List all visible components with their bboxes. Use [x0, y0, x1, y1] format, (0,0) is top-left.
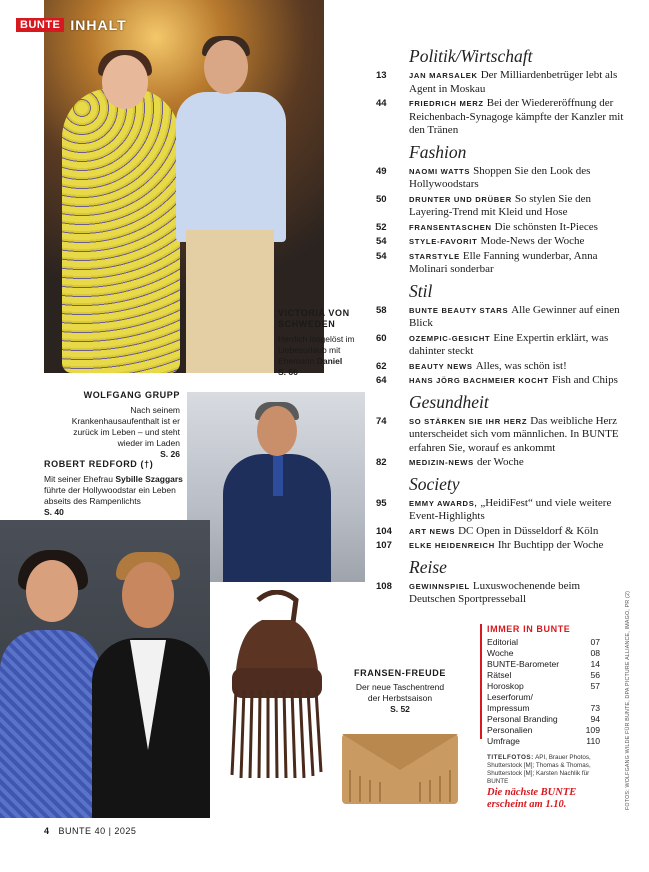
toc-entry-text: der Woche — [476, 456, 524, 468]
page-title: INHALT — [70, 16, 127, 33]
toc-entry-title: GEWINNSPIEL — [409, 581, 470, 591]
toc-entry-title: FRIEDRICH MERZ — [409, 99, 484, 108]
toc-entry[interactable] — [376, 580, 628, 607]
toc-section — [376, 281, 628, 388]
toc-entry-page: 60 — [376, 332, 387, 344]
toc-entry-text: Eine Expertin erklärt, was dahinter steckt — [409, 331, 609, 357]
toc-entry[interactable] — [376, 539, 628, 553]
toc-entry-page: 62 — [376, 360, 387, 372]
immer-in-bunte — [487, 624, 600, 747]
immer-item-label: Horoskop — [487, 681, 524, 691]
toc-section-heading: Society — [409, 473, 460, 494]
immer-item-page: 110 — [586, 736, 600, 746]
immer-item-label: Personalien — [487, 725, 533, 735]
bunte-logo: BUNTE — [16, 18, 64, 32]
toc-entry[interactable] — [376, 497, 628, 524]
titelfotos-credit: TITELFOTOS: API, Brauer Photos, Shutterstock [M]; Thomas & Thomas, Shutterstock [M]; Karsten Nachlik für BUNTE — [487, 754, 591, 785]
toc-entry[interactable] — [376, 374, 628, 388]
toc-entry[interactable] — [376, 360, 628, 374]
immer-item-label: Woche — [487, 648, 514, 658]
toc-entry-page: 64 — [376, 375, 387, 386]
toc-entry-text: Shoppen Sie den Look des Hollywoodstars — [409, 164, 591, 190]
immer-item-page: 14 — [590, 659, 600, 669]
fringe-bag-tan-image — [340, 730, 460, 808]
caption-grupp-name: WOLFGANG GRUPP — [83, 390, 180, 400]
toc-entry-title: OZEMPIC-GESICHT — [409, 333, 491, 343]
caption-fransen-name: FRANSEN-FREUDE — [354, 668, 446, 678]
immer-item-page: 109 — [585, 725, 600, 735]
toc-entry-page: 50 — [376, 193, 387, 205]
toc-entry-text: Luxuswochenende beim Deutschen Sportpresseball — [409, 579, 581, 605]
toc-entry-page: 95 — [376, 497, 387, 509]
toc-section-heading: Gesundheit — [409, 391, 489, 412]
toc-entry-title: STARSTYLE — [409, 251, 460, 261]
toc-entry-page: 82 — [376, 457, 387, 468]
immer-item-page: 73 — [590, 703, 600, 713]
toc-entry-title: DRUNTER UND DRÜBER — [409, 194, 512, 204]
toc-section — [376, 392, 628, 470]
immer-item[interactable] — [487, 648, 600, 659]
toc-entry-page: 104 — [376, 525, 392, 537]
toc-entry-title: FRANSENTASCHEN — [409, 222, 492, 232]
fringe-bag-brown-image — [218, 590, 336, 780]
footer-page-number: 4 — [44, 826, 50, 836]
immer-heading: IMMER IN BUNTE — [487, 624, 571, 634]
toc-entry-title: BUNTE BEAUTY STARS — [409, 305, 509, 315]
toc-section — [376, 557, 628, 607]
toc-entry-page: 58 — [376, 304, 387, 316]
immer-item-label: Leserforum/ — [487, 692, 533, 702]
toc-entry[interactable] — [376, 165, 628, 192]
toc-entry[interactable] — [376, 456, 628, 470]
immer-item-page: 57 — [590, 681, 600, 691]
toc-entry-page: 13 — [376, 70, 387, 81]
toc-section-heading: Politik/Wirtschaft — [409, 46, 533, 66]
toc-entry-title: JAN MARSALEK — [409, 71, 478, 80]
toc-entry-page: 74 — [376, 415, 387, 427]
toc-entry[interactable] — [376, 332, 628, 359]
toc-entry-text: DC Open in Düsseldorf & Köln — [458, 524, 599, 537]
toc-entry-title: NAOMI WATTS — [409, 166, 471, 176]
immer-item-label: Rätsel — [487, 670, 512, 680]
immer-item[interactable] — [487, 637, 600, 648]
toc-entry-text: Ihr Buchtipp der Woche — [497, 539, 604, 551]
toc-entry[interactable] — [376, 235, 628, 249]
immer-item[interactable] — [487, 725, 600, 736]
toc-section-heading: Reise — [409, 556, 447, 577]
toc-section-heading: Stil — [409, 280, 433, 301]
toc-entry-title: MEDIZIN-NEWS — [409, 458, 474, 467]
toc-entry[interactable] — [376, 304, 628, 331]
toc-entry[interactable] — [376, 97, 628, 138]
caption-redford-name: ROBERT REDFORD (†) — [44, 459, 154, 469]
immer-item[interactable] — [487, 736, 600, 747]
toc-entry-page: 44 — [376, 98, 387, 109]
toc-entry[interactable] — [376, 415, 628, 456]
immer-item[interactable] — [487, 703, 600, 714]
immer-item-page: 94 — [590, 714, 600, 724]
photo-wolfgang-grupp — [187, 392, 365, 582]
caption-grupp: WOLFGANG GRUPP Nach seinem Krankenhausaufenthalt ist er zurück im Leben – und steht wieder im Laden S. 26 — [48, 390, 180, 460]
toc-section — [376, 46, 628, 138]
toc-entry-text: Elle Fanning wunderbar, Anna Molinari sonderbar — [409, 249, 598, 275]
toc-entry-title: ART NEWS — [409, 526, 456, 536]
caption-fransen: FRANSEN-FREUDE Der neue Taschentrend der Herbstsaison S. 52 — [352, 668, 448, 715]
toc-entry-title: HANS JÖRG BACHMEIER KOCHT — [409, 376, 549, 385]
page-footer: 4 BUNTE 40 | 2025 — [44, 826, 137, 836]
toc-entry-page: 108 — [376, 580, 392, 592]
toc-section — [376, 142, 628, 277]
immer-item[interactable] — [487, 692, 600, 703]
toc-entry-page: 49 — [376, 165, 387, 177]
photo-robert-redford — [0, 520, 210, 818]
immer-item-label: Impressum — [487, 703, 530, 713]
brand-header — [16, 16, 127, 33]
toc-entry[interactable] — [376, 69, 628, 96]
immer-item-label: Umfrage — [487, 736, 520, 746]
toc-entry[interactable] — [376, 250, 628, 277]
immer-item-label: Editorial — [487, 637, 519, 647]
caption-victoria-page: S. 66 — [278, 367, 298, 377]
toc-entry-text: Mode-News der Woche — [480, 235, 585, 247]
next-issue-note: Die nächste BUNTE erscheint am 1.10. — [487, 787, 577, 810]
immer-item-page: 07 — [590, 637, 600, 647]
immer-item[interactable] — [487, 714, 600, 725]
caption-victoria: VICTORIA VON SCHWEDEN Herrlich losgelöst im Liebesurlaub mit Ehemann Daniel S. 66 — [278, 308, 360, 378]
toc-entry-text: So stylen Sie den Layering-Trend mit Kleid und Hose — [409, 192, 591, 218]
toc-entry-title: ELKE HEIDENREICH — [409, 541, 495, 550]
immer-item[interactable] — [487, 681, 600, 692]
toc-entry-title: STYLE-FAVORIT — [409, 237, 478, 246]
immer-item[interactable] — [487, 670, 600, 681]
toc-entry-page: 54 — [376, 236, 387, 247]
toc-entry[interactable] — [376, 193, 628, 220]
caption-redford: ROBERT REDFORD (†) Mit seiner Ehefrau Sybille Szaggars führte der Hollywoodstar ein Leben abseits des Rampenlichts S. 40 — [44, 459, 183, 517]
toc-section-heading: Fashion — [409, 141, 467, 162]
toc-entry[interactable] — [376, 221, 628, 235]
toc-entry-title: SO STÄRKEN SIE IHR HERZ — [409, 416, 528, 426]
toc-entry-title: EMMY AWARDS, — [409, 498, 478, 508]
immer-item-page: 08 — [590, 648, 600, 658]
immer-item-label: BUNTE-Barometer — [487, 659, 560, 669]
toc-entry-text: Bei der Wiedereröffnung der Reichenbach-Synagoge kämpfte der Kanzler mit den Tränen — [409, 97, 624, 136]
toc-entry-text: Das weibliche Herz unterscheidet sich vom männlichen. In BUNTE erfahren Sie, worauf es ankommt — [409, 414, 619, 454]
toc-section — [376, 474, 628, 553]
toc-entry-page: 54 — [376, 250, 387, 262]
toc-entry-page: 107 — [376, 540, 392, 551]
toc-entry-title: BEAUTY NEWS — [409, 361, 473, 371]
immer-item[interactable] — [487, 659, 600, 670]
toc-entry-page: 52 — [376, 221, 387, 233]
toc-entry-text: Alles, was schön ist! — [475, 359, 567, 372]
toc-entry-text: „HeidiFest“ und viele weitere Event-Highlights — [409, 496, 612, 522]
photo-credits-vertical: FOTOS: WOLFGANG WILDE FÜR BUNTE, DPA PICTURE ALLIANCE, IMAGO, PR (2) — [625, 590, 631, 810]
toc-entry-text: Fish and Chips — [551, 374, 618, 386]
toc-entry-text: Die schönsten It-Pieces — [494, 220, 598, 233]
toc-entry-text: Alle Gewinner auf einen Blick — [409, 303, 620, 329]
immer-item-page: 56 — [590, 670, 600, 680]
toc-entry[interactable] — [376, 525, 628, 539]
table-of-contents — [376, 46, 628, 611]
toc-entry-text: Der Milliardenbetrüger lebt als Agent in Moskau — [409, 69, 618, 95]
caption-victoria-name: VICTORIA VON SCHWEDEN — [278, 308, 350, 329]
immer-item-label: Personal Branding — [487, 714, 558, 724]
